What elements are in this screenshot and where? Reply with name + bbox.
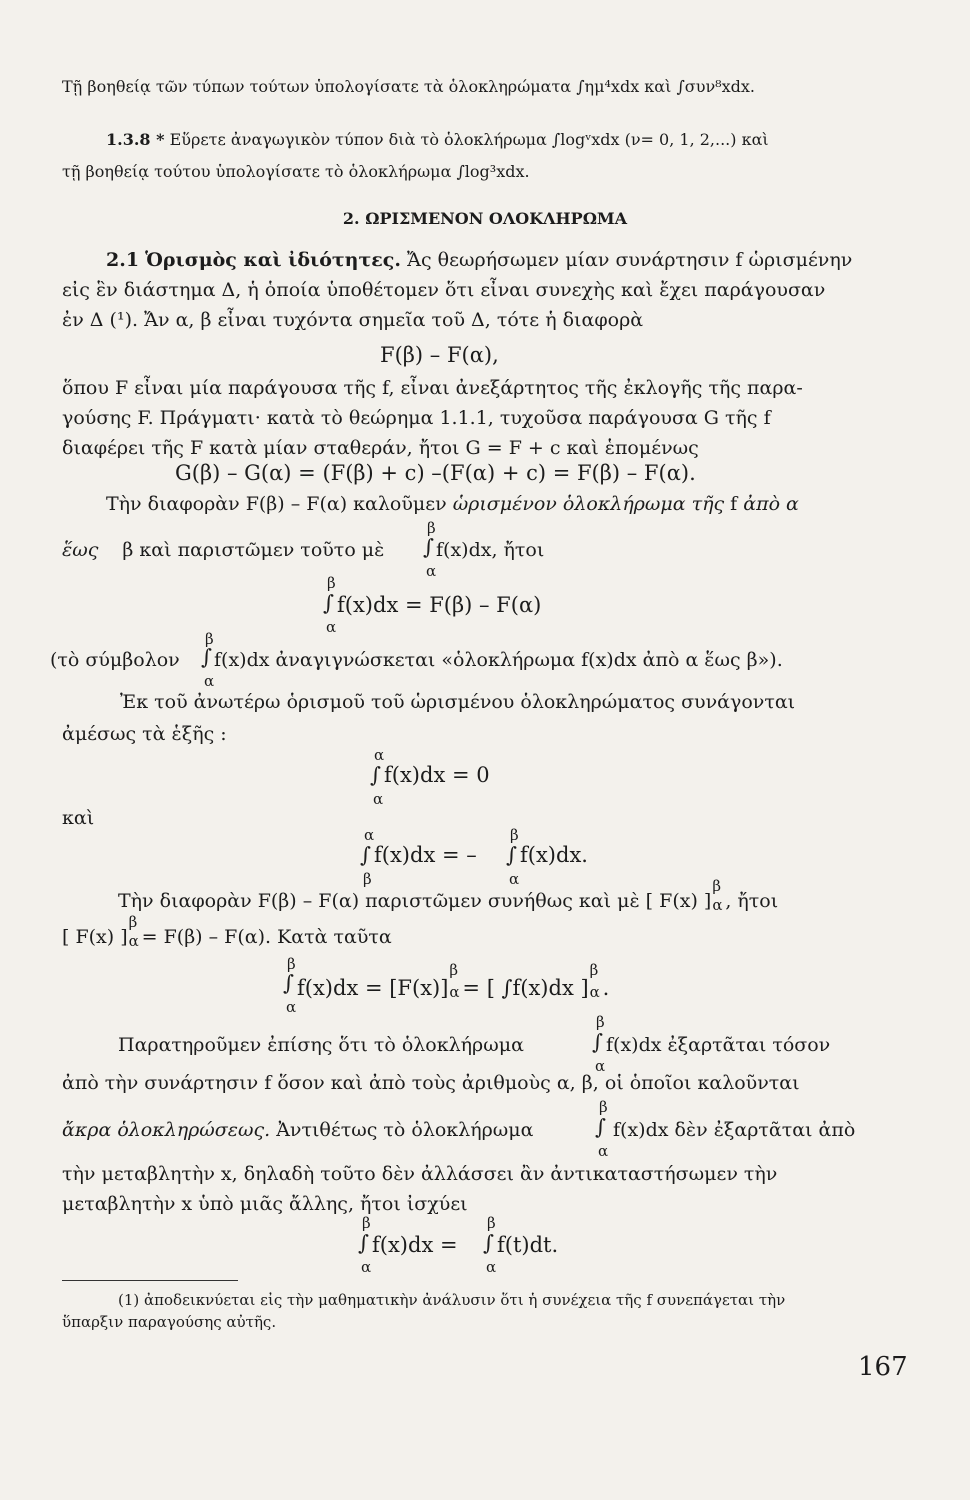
- subsection-line-1: [106, 250, 852, 271]
- definition-text-a: Τὴν διαφορὰν F(β) – F(α) καλοῦμεν: [106, 493, 447, 515]
- notation-limits: [128, 913, 142, 950]
- integral-sign: ∫: [483, 1231, 494, 1255]
- subsection-line-2: εἰς ἓν διάστημα Δ, ἡ ὁποία ὑποθέτομεν ὅτι εἶναι συνεχὴς καὶ ἔχει παράγουσαν: [62, 279, 826, 301]
- integral-sign: ∫: [370, 763, 381, 787]
- limit-upper: β: [427, 519, 436, 537]
- exercise-number: 1.3.8 *: [106, 130, 165, 149]
- exercise-text-1: Εὕρετε ἀναγωγικὸν τύπον διὰ τὸ ὁλοκλήρωμα ∫logᵛxdx (ν= 0, 1, 2,...) καὶ: [169, 130, 769, 149]
- para3-line-1b: f(x)dx ἐξαρτᾶται τόσον: [606, 1034, 831, 1056]
- para1-line-3: διαφέρει τῆς F κατὰ μίαν σταθεράν, ἤτοι G = F + c καὶ ἑπομένως: [62, 437, 699, 459]
- section-title: 2. ΩΡΙΣΜΕΝΟΝ ΟΛΟΚΛΗΡΩΜΑ: [342, 209, 628, 228]
- limit-lower: α: [204, 672, 215, 690]
- limit-upper: β: [599, 1098, 608, 1116]
- integral-sign: ∫: [283, 971, 294, 995]
- page-number: 167: [858, 1352, 908, 1382]
- limit-upper: β: [596, 1013, 605, 1031]
- limit-lower: α: [426, 562, 437, 580]
- footnote-divider: [62, 1280, 238, 1281]
- integral-sign: ∫: [323, 591, 334, 615]
- and-word: καὶ: [62, 807, 95, 829]
- para1-line-2: γούσης F. Πράγματι· κατὰ τὸ θεώρημα 1.1.1, τυχοῦσα παράγουσα G τῆς f: [62, 407, 771, 429]
- definition-from: ἀπὸ α: [743, 493, 799, 515]
- formula-swap-b: f(x)dx.: [520, 843, 588, 867]
- limit-upper: β: [287, 955, 296, 973]
- limit-lower: α: [326, 618, 337, 636]
- limit-lower: α: [449, 983, 460, 1001]
- definition-text-b: β καὶ παριστῶμεν τοῦτο μὲ: [122, 539, 385, 561]
- bracket-limits-1: [448, 961, 462, 1001]
- para2-line-2: ἀμέσως τὰ ἑξῆς :: [62, 723, 227, 745]
- limit-lower: α: [286, 998, 297, 1016]
- formula-bracket-b: = [ ∫f(x)dx ]: [462, 976, 589, 1000]
- notation-line-2: [62, 913, 392, 950]
- definition-integral-text: f(x)dx, ἤτοι: [436, 539, 545, 561]
- para3-line-1a: Παρατηροῦμεν ἐπίσης ὅτι τὸ ὁλοκλήρωμα: [118, 1034, 524, 1056]
- subsection-title: Ὁρισμὸς καὶ ἰδιότητες.: [145, 249, 401, 271]
- limit-upper: β: [449, 961, 459, 979]
- definition-f: f: [730, 493, 738, 515]
- integral-sign: ∫: [358, 1231, 369, 1255]
- formula-zero: f(x)dx = 0: [384, 763, 490, 787]
- formula-G: G(β) – G(α) = (F(β) + c) –(F(α) + c) = F(β) – F(α).: [175, 461, 696, 485]
- limit-upper: β: [487, 1214, 496, 1232]
- exercise-line-2: τῇ βοηθείᾳ τούτου ὑπολογίσατε τὸ ὁλοκλήρωμα ∫log³xdx.: [62, 162, 530, 181]
- symbol-line-a: (τὸ σύμβολον: [50, 649, 180, 671]
- para3-line-5: μεταβλητὴν x ὑπὸ μιᾶς ἄλλης, ἤτοι ἰσχύει: [62, 1193, 468, 1215]
- limit-upper: α: [374, 746, 385, 764]
- subsection-text-1: Ἄς θεωρήσωμεν μίαν συνάρτησιν f ὡρισμένην: [407, 249, 853, 271]
- definition-term: ὡρισμένον ὁλοκλήρωμα τῆς: [452, 493, 725, 515]
- integral-sign: ∫: [360, 843, 371, 867]
- limit-lower: α: [589, 983, 600, 1001]
- limit-upper: β: [712, 877, 721, 895]
- subsection-line-3: ἐν Δ (¹). Ἄν α, β εἶναι τυχόντα σημεῖα τοῦ Δ, τότε ἡ διαφορὰ: [62, 309, 644, 331]
- formula-swap-a: f(x)dx = –: [374, 843, 477, 867]
- formula-bracket-c: .: [602, 976, 610, 1000]
- integral-sign: ∫: [592, 1030, 603, 1054]
- limit-upper: β: [327, 574, 336, 592]
- limit-upper: α: [364, 826, 375, 844]
- para1-line-1: ὅπου F εἶναι μία παράγουσα τῆς f, εἶναι ἀνεξάρτητος τῆς ἐκλογῆς τῆς παρα-: [62, 377, 803, 399]
- definition-line-2: [62, 540, 384, 561]
- formula-definition: f(x)dx = F(β) – F(α): [337, 593, 542, 617]
- definition-until: ἕως: [62, 539, 99, 561]
- notation-line-1: [118, 877, 779, 914]
- limit-upper: β: [205, 630, 214, 648]
- para3-text-a: Ἀντιθέτως τὸ ὁλοκλήρωμα: [276, 1119, 534, 1141]
- formula-var-b: f(t)dt.: [497, 1233, 559, 1257]
- notation-text-c: [ F(x) ]: [62, 926, 128, 948]
- para2-line-1: Ἐκ τοῦ ἀνωτέρω ὁρισμοῦ τοῦ ὡρισμένου ὁλοκληρώματος συνάγονται: [120, 691, 796, 713]
- para3-line-3b: f(x)dx δὲν ἐξαρτᾶται ἀπὸ: [613, 1119, 856, 1141]
- formula-var-a: f(x)dx =: [372, 1233, 458, 1257]
- integral-sign: ∫: [595, 1115, 606, 1139]
- limit-upper: β: [128, 913, 138, 931]
- integral-sign: ∫: [201, 645, 212, 669]
- formula-bracket: [297, 961, 610, 1001]
- limit-lower: β: [363, 870, 372, 888]
- formula-bracket-a: f(x)dx = [F(x)]: [297, 976, 449, 1000]
- limit-upper: β: [362, 1214, 371, 1232]
- notation-limits: [711, 877, 725, 914]
- limit-lower: α: [712, 896, 723, 914]
- limit-lower: α: [595, 1057, 606, 1075]
- notation-text-d: = F(β) – F(α). Κατὰ ταῦτα: [141, 926, 392, 948]
- formula-difference: F(β) – F(α),: [380, 343, 499, 367]
- bracket-limits-2: [589, 961, 603, 1001]
- subsection-number: 2.1: [106, 249, 140, 271]
- limit-lower: α: [598, 1142, 609, 1160]
- limit-lower: α: [361, 1258, 372, 1276]
- notation-text-a: Τὴν διαφορὰν F(β) – F(α) παριστῶμεν συνήθως καὶ μὲ [ F(x) ]: [118, 890, 712, 912]
- definition-line-1: [106, 494, 799, 515]
- exercise-line-1: [106, 131, 769, 149]
- limit-lower: α: [486, 1258, 497, 1276]
- limit-upper: β: [510, 826, 519, 844]
- para3-line-2: ἀπὸ τὴν συνάρτησιν f ὅσον καὶ ἀπὸ τοὺς ἀριθμοὺς α, β, οἱ ὁποῖοι καλοῦνται: [62, 1072, 800, 1094]
- limit-lower: α: [509, 870, 520, 888]
- footnote-line-2: ὕπαρξιν παραγούσης αὐτῆς.: [62, 1313, 277, 1331]
- footnote-line-1: (1) ἀποδεικνύεται εἰς τὴν μαθηματικὴν ἀνάλυσιν ὅτι ἡ συνέχεια τῆς f συνεπάγεται τὴν: [118, 1291, 786, 1309]
- integration-limits-term: ἄκρα ὁλοκληρώσεως.: [62, 1119, 271, 1141]
- symbol-line-b: f(x)dx ἀναγιγνώσκεται «ὁλοκλήρωμα f(x)dx ἀπὸ α ἕως β»).: [214, 649, 783, 671]
- limit-lower: α: [373, 790, 384, 808]
- intro-line: Τῇ βοηθείᾳ τῶν τύπων τούτων ὑπολογίσατε τὰ ὁλοκληρώματα ∫ημ⁴xdx καὶ ∫συν⁸xdx.: [62, 77, 755, 96]
- para3-line-4: τὴν μεταβλητὴν x, δηλαδὴ τοῦτο δὲν ἀλλάσσει ἂν ἀντικαταστήσωμεν τὴν: [62, 1163, 778, 1185]
- notation-text-b: , ἤτοι: [725, 890, 779, 912]
- integral-sign: ∫: [423, 535, 434, 559]
- limit-upper: β: [589, 961, 599, 979]
- integral-sign: ∫: [506, 843, 517, 867]
- para3-line-3: [62, 1120, 533, 1141]
- limit-lower: α: [128, 932, 139, 950]
